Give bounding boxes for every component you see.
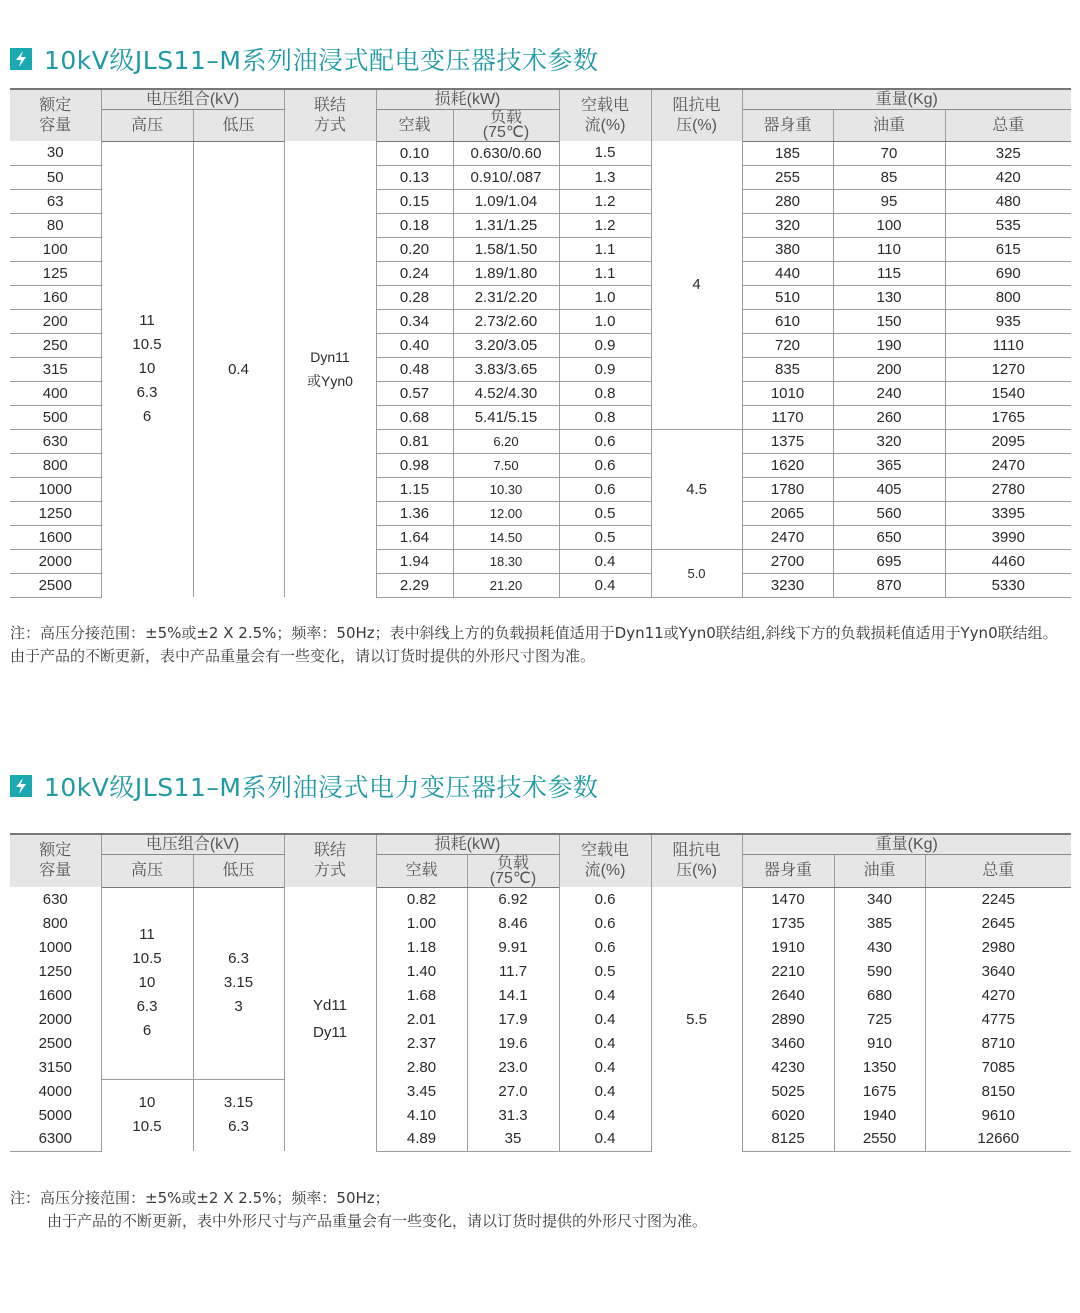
rated-capacity-cell: 1000 bbox=[10, 477, 101, 501]
no-load-current-cell: 0.4 bbox=[559, 1103, 651, 1127]
no-load-loss-cell: 4.89 bbox=[376, 1127, 467, 1151]
rated-capacity-cell: 1600 bbox=[10, 525, 101, 549]
oil-weight-cell: 340 bbox=[834, 887, 925, 911]
total-weight-cell: 325 bbox=[945, 141, 1071, 165]
rated-capacity-cell: 630 bbox=[10, 429, 101, 453]
total-weight-cell: 615 bbox=[945, 237, 1071, 261]
lightning-icon bbox=[10, 48, 32, 70]
body-weight-cell: 2065 bbox=[742, 501, 833, 525]
oil-weight-cell: 1675 bbox=[834, 1079, 925, 1103]
oil-weight-cell: 680 bbox=[834, 983, 925, 1007]
rated-capacity-cell: 63 bbox=[10, 189, 101, 213]
rated-capacity-cell: 1250 bbox=[10, 501, 101, 525]
header-load: 负载 (75℃) bbox=[453, 109, 559, 141]
header-body-weight: 器身重 bbox=[742, 854, 834, 887]
load-loss-cell: 14.1 bbox=[467, 983, 559, 1007]
lv-values-cell: 6.3 3.15 3 bbox=[193, 887, 284, 1079]
no-load-loss-cell: 0.34 bbox=[376, 309, 453, 333]
rated-capacity-cell: 250 bbox=[10, 333, 101, 357]
load-loss-cell: 5.41/5.15 bbox=[453, 405, 559, 429]
rated-capacity-cell: 315 bbox=[10, 357, 101, 381]
total-weight-cell: 800 bbox=[945, 285, 1071, 309]
body-weight-cell: 8125 bbox=[742, 1127, 834, 1151]
no-load-loss-cell: 1.00 bbox=[376, 911, 467, 935]
oil-weight-cell: 260 bbox=[833, 405, 945, 429]
no-load-loss-cell: 0.10 bbox=[376, 141, 453, 165]
rated-capacity-cell: 125 bbox=[10, 261, 101, 285]
hv-values-cell: 11 10.5 10 6.3 6 bbox=[101, 141, 193, 597]
oil-weight-cell: 115 bbox=[833, 261, 945, 285]
body-weight-cell: 1780 bbox=[742, 477, 833, 501]
load-loss-cell: 11.7 bbox=[467, 959, 559, 983]
rated-capacity-cell: 100 bbox=[10, 237, 101, 261]
no-load-loss-cell: 2.80 bbox=[376, 1055, 467, 1079]
body-weight-cell: 510 bbox=[742, 285, 833, 309]
total-weight-cell: 690 bbox=[945, 261, 1071, 285]
rated-capacity-cell: 6300 bbox=[10, 1127, 101, 1151]
body-weight-cell: 320 bbox=[742, 213, 833, 237]
total-weight-cell: 2470 bbox=[945, 453, 1071, 477]
total-weight-cell: 2780 bbox=[945, 477, 1071, 501]
body-weight-cell: 1620 bbox=[742, 453, 833, 477]
load-loss-cell: 4.52/4.30 bbox=[453, 381, 559, 405]
body-weight-cell: 610 bbox=[742, 309, 833, 333]
oil-weight-cell: 70 bbox=[833, 141, 945, 165]
oil-weight-cell: 100 bbox=[833, 213, 945, 237]
load-loss-cell: 6.92 bbox=[467, 887, 559, 911]
no-load-loss-cell: 1.64 bbox=[376, 525, 453, 549]
body-weight-cell: 380 bbox=[742, 237, 833, 261]
no-load-current-cell: 0.4 bbox=[559, 549, 651, 573]
load-loss-cell: 9.91 bbox=[467, 935, 559, 959]
no-load-current-cell: 0.4 bbox=[559, 1007, 651, 1031]
rated-capacity-cell: 3150 bbox=[10, 1055, 101, 1079]
oil-weight-cell: 110 bbox=[833, 237, 945, 261]
rated-capacity-cell: 800 bbox=[10, 453, 101, 477]
header-lv: 低压 bbox=[193, 109, 284, 141]
rated-capacity-cell: 30 bbox=[10, 141, 101, 165]
total-weight-cell: 12660 bbox=[925, 1127, 1071, 1151]
total-weight-cell: 8710 bbox=[925, 1031, 1071, 1055]
total-weight-cell: 2645 bbox=[925, 911, 1071, 935]
rated-capacity-cell: 200 bbox=[10, 309, 101, 333]
load-loss-cell: 8.46 bbox=[467, 911, 559, 935]
oil-weight-cell: 95 bbox=[833, 189, 945, 213]
no-load-current-cell: 0.4 bbox=[559, 1031, 651, 1055]
section1-title: 10kV级JLS11–M系列油浸式配电变压器技术参数 bbox=[44, 46, 599, 75]
no-load-current-cell: 1.5 bbox=[559, 141, 651, 165]
no-load-current-cell: 0.5 bbox=[559, 501, 651, 525]
no-load-loss-cell: 4.10 bbox=[376, 1103, 467, 1127]
total-weight-cell: 1540 bbox=[945, 381, 1071, 405]
section1-note: 注：高压分接范围：±5%或±2 X 2.5%；频率：50Hz；表中斜线上方的负载损耗值适用于Dyn11或Yyn0联结组,斜线下方的负载损耗值适用于Yyn0联结组。由于产品的不断更新，表中产品重量会有一些变化，请以订货时提供的外形尺寸图为准。 bbox=[10, 624, 1058, 665]
rated-capacity-cell: 2000 bbox=[10, 549, 101, 573]
load-loss-cell: 12.00 bbox=[453, 501, 559, 525]
rated-capacity-cell: 1000 bbox=[10, 935, 101, 959]
oil-weight-cell: 130 bbox=[833, 285, 945, 309]
total-weight-cell: 1110 bbox=[945, 333, 1071, 357]
no-load-loss-cell: 1.36 bbox=[376, 501, 453, 525]
load-loss-cell: 21.20 bbox=[453, 573, 559, 597]
body-weight-cell: 1010 bbox=[742, 381, 833, 405]
rated-capacity-cell: 500 bbox=[10, 405, 101, 429]
body-weight-cell: 2640 bbox=[742, 983, 834, 1007]
total-weight-cell: 3395 bbox=[945, 501, 1071, 525]
rated-capacity-cell: 160 bbox=[10, 285, 101, 309]
body-weight-cell: 1470 bbox=[742, 887, 834, 911]
no-load-current-cell: 0.4 bbox=[559, 573, 651, 597]
oil-weight-cell: 320 bbox=[833, 429, 945, 453]
section2-note bbox=[10, 1187, 1070, 1233]
no-load-loss-cell: 0.24 bbox=[376, 261, 453, 285]
load-loss-cell: 19.6 bbox=[467, 1031, 559, 1055]
rated-capacity-cell: 2000 bbox=[10, 1007, 101, 1031]
total-weight-cell: 2245 bbox=[925, 887, 1071, 911]
header-lv: 低压 bbox=[193, 854, 284, 887]
body-weight-cell: 2470 bbox=[742, 525, 833, 549]
total-weight-cell: 535 bbox=[945, 213, 1071, 237]
oil-weight-cell: 910 bbox=[834, 1031, 925, 1055]
total-weight-cell: 4270 bbox=[925, 983, 1071, 1007]
total-weight-cell: 3640 bbox=[925, 959, 1071, 983]
no-load-loss-cell: 0.13 bbox=[376, 165, 453, 189]
load-loss-cell: 0.630/0.60 bbox=[453, 141, 559, 165]
no-load-loss-cell: 1.40 bbox=[376, 959, 467, 983]
header-voltage-combo: 电压组合(kV) bbox=[101, 89, 284, 109]
header-weight: 重量(Kg) bbox=[742, 89, 1071, 109]
load-loss-cell: 7.50 bbox=[453, 453, 559, 477]
no-load-loss-cell: 3.45 bbox=[376, 1079, 467, 1103]
body-weight-cell: 2210 bbox=[742, 959, 834, 983]
no-load-loss-cell: 0.68 bbox=[376, 405, 453, 429]
load-loss-cell: 18.30 bbox=[453, 549, 559, 573]
no-load-loss-cell: 1.15 bbox=[376, 477, 453, 501]
oil-weight-cell: 85 bbox=[833, 165, 945, 189]
load-loss-cell: 3.83/3.65 bbox=[453, 357, 559, 381]
no-load-loss-cell: 2.01 bbox=[376, 1007, 467, 1031]
oil-weight-cell: 1350 bbox=[834, 1055, 925, 1079]
load-loss-cell: 1.31/1.25 bbox=[453, 213, 559, 237]
rated-capacity-cell: 800 bbox=[10, 911, 101, 935]
load-loss-cell: 0.910/.087 bbox=[453, 165, 559, 189]
no-load-current-cell: 1.1 bbox=[559, 261, 651, 285]
rated-capacity-cell: 50 bbox=[10, 165, 101, 189]
total-weight-cell: 3990 bbox=[945, 525, 1071, 549]
no-load-loss-cell: 1.18 bbox=[376, 935, 467, 959]
total-weight-cell: 420 bbox=[945, 165, 1071, 189]
section2-note-line2: 由于产品的不断更新，表中外形尺寸与产品重量会有一些变化，请以订货时提供的外形尺寸图为准。 bbox=[47, 1212, 708, 1230]
oil-weight-cell: 1940 bbox=[834, 1103, 925, 1127]
header-loss: 损耗(kW) bbox=[376, 89, 559, 109]
load-loss-cell: 14.50 bbox=[453, 525, 559, 549]
no-load-loss-cell: 0.81 bbox=[376, 429, 453, 453]
header-total-weight: 总重 bbox=[945, 109, 1071, 141]
total-weight-cell: 5330 bbox=[945, 573, 1071, 597]
load-loss-cell: 1.89/1.80 bbox=[453, 261, 559, 285]
header-total-weight: 总重 bbox=[925, 854, 1071, 887]
no-load-loss-cell: 0.28 bbox=[376, 285, 453, 309]
header-weight: 重量(Kg) bbox=[742, 834, 1071, 854]
total-weight-cell: 1270 bbox=[945, 357, 1071, 381]
table-row bbox=[10, 1079, 1071, 1103]
section2-title: 10kV级JLS11–M系列油浸式电力变压器技术参数 bbox=[44, 773, 599, 802]
header-rated-capacity: 额定 容量 bbox=[10, 834, 101, 887]
rated-capacity-cell: 80 bbox=[10, 213, 101, 237]
table-row bbox=[10, 887, 1071, 911]
body-weight-cell: 3230 bbox=[742, 573, 833, 597]
oil-weight-cell: 405 bbox=[833, 477, 945, 501]
load-loss-cell: 35 bbox=[467, 1127, 559, 1151]
impedance-cell: 5.5 bbox=[651, 887, 742, 1151]
body-weight-cell: 5025 bbox=[742, 1079, 834, 1103]
oil-weight-cell: 430 bbox=[834, 935, 925, 959]
rated-capacity-cell: 5000 bbox=[10, 1103, 101, 1127]
total-weight-cell: 935 bbox=[945, 309, 1071, 333]
body-weight-cell: 440 bbox=[742, 261, 833, 285]
header-connection: 联结 方式 bbox=[284, 834, 376, 887]
no-load-loss-cell: 0.40 bbox=[376, 333, 453, 357]
header-no-load-current: 空载电 流(%) bbox=[559, 834, 651, 887]
oil-weight-cell: 385 bbox=[834, 911, 925, 935]
rated-capacity-cell: 1250 bbox=[10, 959, 101, 983]
impedance-cell: 5.0 bbox=[651, 549, 742, 597]
total-weight-cell: 4775 bbox=[925, 1007, 1071, 1031]
section1-title-bar bbox=[10, 41, 598, 77]
oil-weight-cell: 150 bbox=[833, 309, 945, 333]
no-load-current-cell: 1.3 bbox=[559, 165, 651, 189]
no-load-current-cell: 0.5 bbox=[559, 959, 651, 983]
impedance-cell: 4 bbox=[651, 141, 742, 429]
lv-value-cell: 0.4 bbox=[193, 141, 284, 597]
body-weight-cell: 6020 bbox=[742, 1103, 834, 1127]
total-weight-cell: 9610 bbox=[925, 1103, 1071, 1127]
impedance-cell: 4.5 bbox=[651, 429, 742, 549]
header-no-load: 空载 bbox=[376, 854, 467, 887]
hv-values-cell: 10 10.5 bbox=[101, 1079, 193, 1151]
header-hv: 高压 bbox=[101, 854, 193, 887]
header-oil-weight: 油重 bbox=[833, 109, 945, 141]
total-weight-cell: 2980 bbox=[925, 935, 1071, 959]
no-load-current-cell: 0.4 bbox=[559, 1055, 651, 1079]
body-weight-cell: 720 bbox=[742, 333, 833, 357]
connection-cell: Dyn11 或Yyn0 bbox=[284, 141, 376, 597]
no-load-loss-cell: 2.29 bbox=[376, 573, 453, 597]
no-load-loss-cell: 0.98 bbox=[376, 453, 453, 477]
header-oil-weight: 油重 bbox=[834, 854, 925, 887]
total-weight-cell: 480 bbox=[945, 189, 1071, 213]
connection-cell: Yd11 Dy11 bbox=[284, 887, 376, 1151]
oil-weight-cell: 695 bbox=[833, 549, 945, 573]
body-weight-cell: 1910 bbox=[742, 935, 834, 959]
distribution-transformer-table bbox=[10, 88, 1071, 598]
header-connection: 联结 方式 bbox=[284, 89, 376, 141]
header-rated-capacity: 额定 容量 bbox=[10, 89, 101, 141]
no-load-loss-cell: 0.48 bbox=[376, 357, 453, 381]
header-body-weight: 器身重 bbox=[742, 109, 833, 141]
oil-weight-cell: 590 bbox=[834, 959, 925, 983]
load-loss-cell: 2.31/2.20 bbox=[453, 285, 559, 309]
rated-capacity-cell: 400 bbox=[10, 381, 101, 405]
header-impedance: 阻抗电 压(%) bbox=[651, 89, 742, 141]
no-load-current-cell: 0.4 bbox=[559, 1079, 651, 1103]
no-load-current-cell: 0.6 bbox=[559, 453, 651, 477]
oil-weight-cell: 2550 bbox=[834, 1127, 925, 1151]
header-no-load-current: 空载电 流(%) bbox=[559, 89, 651, 141]
no-load-current-cell: 1.2 bbox=[559, 189, 651, 213]
no-load-current-cell: 1.0 bbox=[559, 309, 651, 333]
load-loss-cell: 1.58/1.50 bbox=[453, 237, 559, 261]
load-loss-cell: 6.20 bbox=[453, 429, 559, 453]
oil-weight-cell: 870 bbox=[833, 573, 945, 597]
no-load-loss-cell: 0.20 bbox=[376, 237, 453, 261]
load-loss-cell: 10.30 bbox=[453, 477, 559, 501]
header-load: 负载 (75℃) bbox=[467, 854, 559, 887]
section2-title-bar bbox=[10, 768, 598, 804]
lv-values-cell: 3.15 6.3 bbox=[193, 1079, 284, 1151]
no-load-loss-cell: 0.18 bbox=[376, 213, 453, 237]
load-loss-cell: 1.09/1.04 bbox=[453, 189, 559, 213]
no-load-current-cell: 1.1 bbox=[559, 237, 651, 261]
total-weight-cell: 8150 bbox=[925, 1079, 1071, 1103]
power-transformer-table bbox=[10, 833, 1071, 1152]
no-load-current-cell: 0.8 bbox=[559, 381, 651, 405]
load-loss-cell: 27.0 bbox=[467, 1079, 559, 1103]
header-hv: 高压 bbox=[101, 109, 193, 141]
no-load-current-cell: 0.8 bbox=[559, 405, 651, 429]
header-loss: 损耗(kW) bbox=[376, 834, 559, 854]
rated-capacity-cell: 630 bbox=[10, 887, 101, 911]
body-weight-cell: 185 bbox=[742, 141, 833, 165]
no-load-current-cell: 0.9 bbox=[559, 333, 651, 357]
oil-weight-cell: 650 bbox=[833, 525, 945, 549]
lightning-icon bbox=[10, 775, 32, 797]
oil-weight-cell: 725 bbox=[834, 1007, 925, 1031]
no-load-current-cell: 0.6 bbox=[559, 935, 651, 959]
total-weight-cell: 2095 bbox=[945, 429, 1071, 453]
body-weight-cell: 255 bbox=[742, 165, 833, 189]
load-loss-cell: 17.9 bbox=[467, 1007, 559, 1031]
load-loss-cell: 2.73/2.60 bbox=[453, 309, 559, 333]
oil-weight-cell: 365 bbox=[833, 453, 945, 477]
total-weight-cell: 4460 bbox=[945, 549, 1071, 573]
oil-weight-cell: 240 bbox=[833, 381, 945, 405]
no-load-current-cell: 0.9 bbox=[559, 357, 651, 381]
body-weight-cell: 835 bbox=[742, 357, 833, 381]
no-load-loss-cell: 2.37 bbox=[376, 1031, 467, 1055]
load-loss-cell: 23.0 bbox=[467, 1055, 559, 1079]
body-weight-cell: 4230 bbox=[742, 1055, 834, 1079]
no-load-current-cell: 1.0 bbox=[559, 285, 651, 309]
no-load-current-cell: 0.6 bbox=[559, 887, 651, 911]
section2-note-line1: 注：高压分接范围：±5%或±2 X 2.5%；频率：50Hz； bbox=[10, 1189, 390, 1207]
body-weight-cell: 3460 bbox=[742, 1031, 834, 1055]
body-weight-cell: 1170 bbox=[742, 405, 833, 429]
body-weight-cell: 280 bbox=[742, 189, 833, 213]
oil-weight-cell: 190 bbox=[833, 333, 945, 357]
no-load-loss-cell: 1.94 bbox=[376, 549, 453, 573]
header-no-load: 空载 bbox=[376, 109, 453, 141]
no-load-current-cell: 0.6 bbox=[559, 911, 651, 935]
no-load-loss-cell: 0.15 bbox=[376, 189, 453, 213]
body-weight-cell: 1375 bbox=[742, 429, 833, 453]
no-load-loss-cell: 0.57 bbox=[376, 381, 453, 405]
total-weight-cell: 1765 bbox=[945, 405, 1071, 429]
oil-weight-cell: 560 bbox=[833, 501, 945, 525]
no-load-current-cell: 1.2 bbox=[559, 213, 651, 237]
rated-capacity-cell: 4000 bbox=[10, 1079, 101, 1103]
rated-capacity-cell: 1600 bbox=[10, 983, 101, 1007]
hv-values-cell: 11 10.5 10 6.3 6 bbox=[101, 887, 193, 1079]
no-load-current-cell: 0.6 bbox=[559, 477, 651, 501]
rated-capacity-cell: 2500 bbox=[10, 1031, 101, 1055]
load-loss-cell: 3.20/3.05 bbox=[453, 333, 559, 357]
body-weight-cell: 2890 bbox=[742, 1007, 834, 1031]
no-load-loss-cell: 1.68 bbox=[376, 983, 467, 1007]
table-row bbox=[10, 141, 1071, 165]
total-weight-cell: 7085 bbox=[925, 1055, 1071, 1079]
no-load-current-cell: 0.6 bbox=[559, 429, 651, 453]
no-load-current-cell: 0.4 bbox=[559, 1127, 651, 1151]
no-load-loss-cell: 0.82 bbox=[376, 887, 467, 911]
no-load-current-cell: 0.5 bbox=[559, 525, 651, 549]
header-impedance: 阻抗电 压(%) bbox=[651, 834, 742, 887]
rated-capacity-cell: 2500 bbox=[10, 573, 101, 597]
oil-weight-cell: 200 bbox=[833, 357, 945, 381]
load-loss-cell: 31.3 bbox=[467, 1103, 559, 1127]
body-weight-cell: 2700 bbox=[742, 549, 833, 573]
header-voltage-combo: 电压组合(kV) bbox=[101, 834, 284, 854]
body-weight-cell: 1735 bbox=[742, 911, 834, 935]
no-load-current-cell: 0.4 bbox=[559, 983, 651, 1007]
